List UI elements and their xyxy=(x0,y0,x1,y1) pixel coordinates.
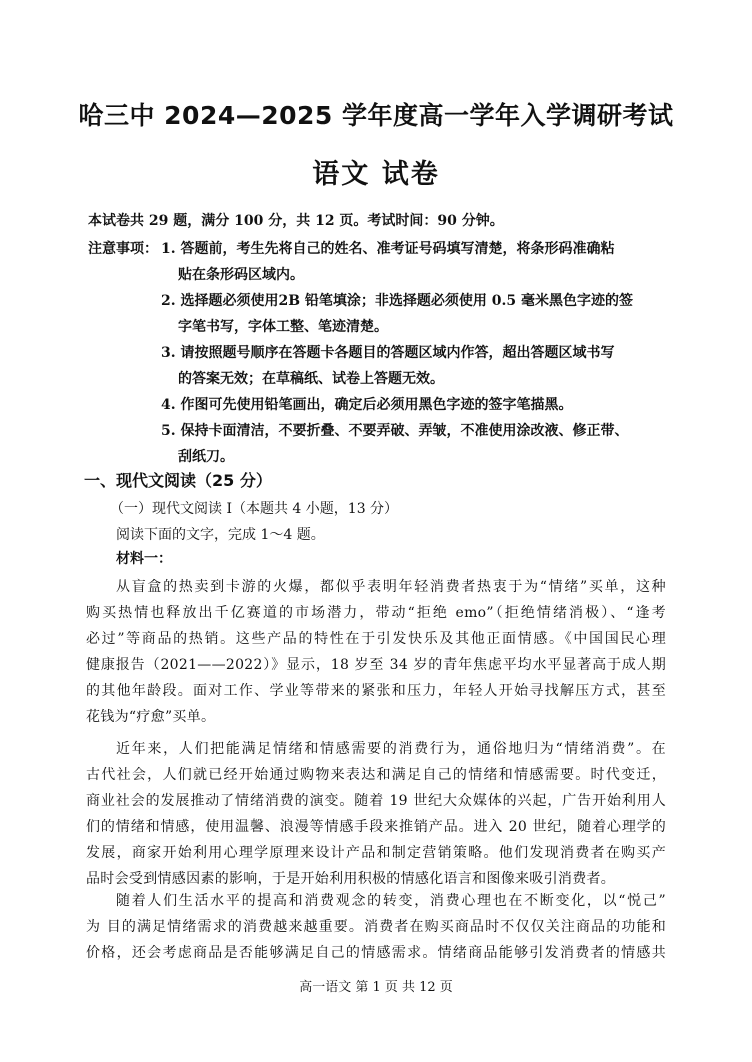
passage-line: 购买热情也释放出千亿赛道的市场潜力，带动“拒绝 emo”（拒绝情绪消极）、“逢考 xyxy=(86,605,666,621)
passage-line: 品时会受到情感因素的影响，于是开始利用积极的情感化语言和图像来吸引消费者。 xyxy=(86,871,616,887)
note-line: 刮纸刀。 xyxy=(178,449,234,465)
note-line: 的答案无效；在草稿纸、试卷上答题无效。 xyxy=(178,371,444,387)
passage-line: 价格，还会考虑商品是否能够满足自己的情感需求。情绪商品能够引发消费者的情感共 xyxy=(86,945,666,961)
passage-line: 的其他年龄段。面对工作、学业等带来的紧张和压力，年轻人开始寻找解压方式，甚至 xyxy=(86,683,666,699)
section-heading: 一、现代文阅读（25 分） xyxy=(84,471,272,490)
note-line: 5. 保持卡面清洁，不要折叠、不要弄破、弄皱，不准使用涂改液、修正带、 xyxy=(161,423,629,439)
note-line: 2. 选择题必须使用2B 铅笔填涂；非选择题必须使用 0.5 毫米黑色字迹的签 xyxy=(161,293,634,309)
note-line: 3. 请按照题号顺序在答题卡各题目的答题区域内作答，超出答题区域书写 xyxy=(161,345,615,361)
passage-line: 们的情绪和情感，使用温馨、浪漫等情感手段来推销产品。进入 20 世纪，随着心理学的 xyxy=(86,819,666,835)
passage-line: 古代社会，人们就已经开始通过购物来表达和满足自己的情绪和情感需要。时代变迁， xyxy=(86,767,666,783)
notes-label: 注意事项： xyxy=(88,241,158,257)
subsection-heading: （一）现代文阅读 Ⅰ（本题共 4 小题，13 分） xyxy=(110,501,399,517)
passage-line: 近年来，人们把能满足情绪和情感需要的消费行为，通俗地归为“情绪消费”。在 xyxy=(116,741,666,757)
passage-line: 必过”等商品的热销。这些产品的特性在于引发快乐及其他正面情感。《中国国民心理 xyxy=(86,631,666,647)
exam-title: 哈三中 2024—2025 学年度高一学年入学调研考试 xyxy=(78,101,674,130)
reading-instruction: 阅读下面的文字，完成 1～4 题。 xyxy=(116,527,325,543)
passage-line: 健康报告（2021——2022）》显示，18 岁至 34 岁的青年焦虑平均水平显著高于成人期 xyxy=(86,657,666,673)
note-line: 字笔书写，字体工整、笔迹清楚。 xyxy=(178,319,388,335)
passage-line: 花钱为“疗愈”买单。 xyxy=(86,709,216,725)
passage-line: 从盲盒的热卖到卡游的火爆，都似乎表明年轻消费者热衷于为“情绪”买单，这种 xyxy=(116,579,666,595)
exam-subtitle: 语文 试卷 xyxy=(312,159,440,190)
passage-line: 发展，商家开始利用心理学原理来设计产品和制定营销策略。他们发现消费者在购买产 xyxy=(86,845,666,861)
exam-info: 本试卷共 29 题，满分 100 分，共 12 页。考试时间：90 分钟。 xyxy=(88,213,504,229)
note-line: 贴在条形码区域内。 xyxy=(178,267,304,283)
material-label: 材料一： xyxy=(116,551,172,567)
note-line: 4. 作图可先使用铅笔画出，确定后必须用黑色字迹的签字笔描黑。 xyxy=(161,397,573,413)
passage-line: 为 目的满足情绪需求的消费越来越重要。消费者在购买商品时不仅仅关注商品的功能和 xyxy=(86,919,666,935)
note-line: 1. 答题前，考生先将自己的姓名、准考证号码填写清楚，将条形码准确粘 xyxy=(161,241,615,257)
passage-line: 随着人们生活水平的提高和消费观念的转变，消费心理也在不断变化，以“悦己” xyxy=(116,893,666,909)
page-footer: 高一语文 第 1 页 共 12 页 xyxy=(299,980,453,995)
passage-line: 商业社会的发展推动了情绪消费的演变。随着 19 世纪大众媒体的兴起，广告开始利用人 xyxy=(86,793,666,809)
